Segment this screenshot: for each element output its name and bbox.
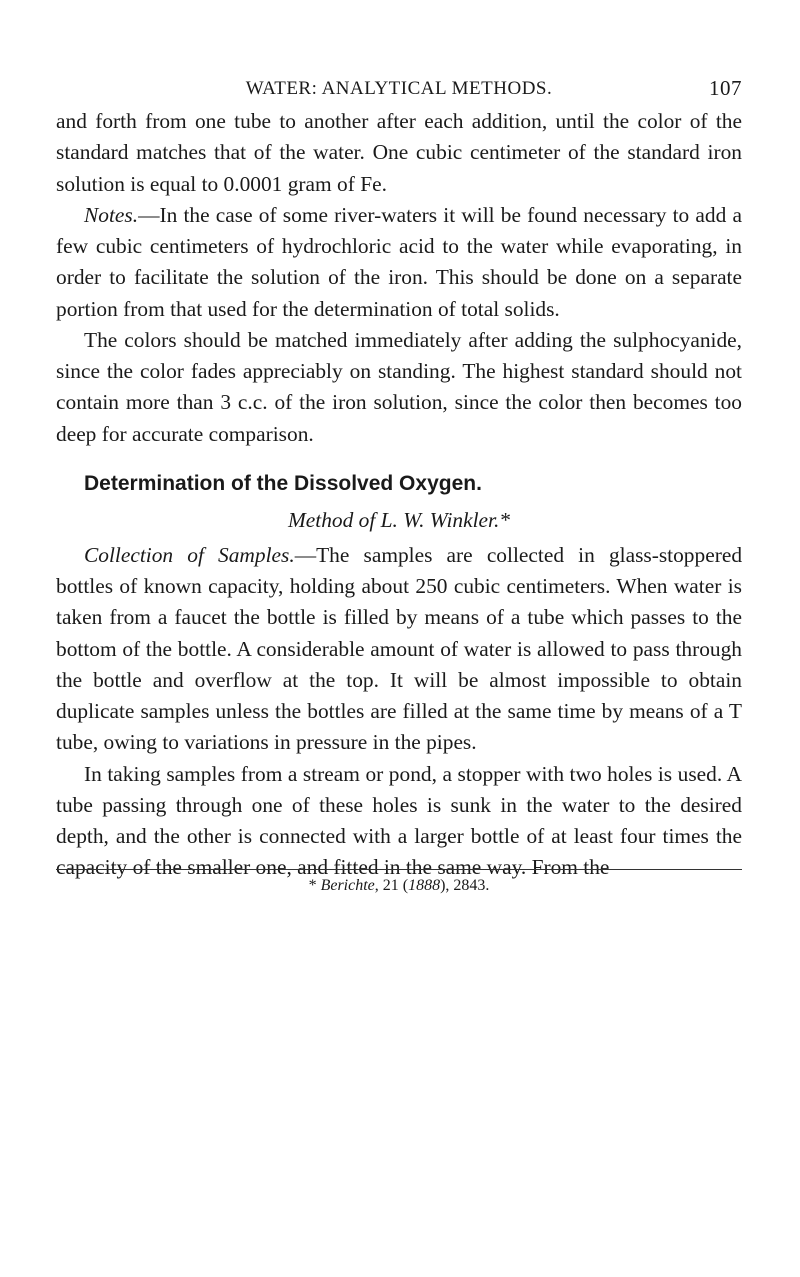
section-heading: Determination of the Dissolved Oxygen. [84, 471, 482, 495]
page-number: 107 [709, 76, 742, 100]
footnote-marker: * [308, 877, 321, 894]
paragraph: The colors should be matched immediately after adding the sulphocyanide, since the color fades appreciably on standing. The highest standard should not contain more than 3 c.c. of the iron solution, since the color then becomes too deep for accurate comparison. [56, 327, 742, 446]
page-body [56, 106, 742, 884]
paragraph-text: —The samples are collected in glass-stoppered bottles of known capacity, holding about 250 cubic centimeters. When water is taken from a faucet the bottle is filled by means of a tube which passes to the bottom of the bottle. A considerable amount of water is allowed to pass through the bottle and overflow at the top. It will be almost impossible to obtain duplicate samples unless the bottles are filled at the same time by means of a T tube, owing to variations in pressure in the pipes. [56, 542, 743, 755]
footnote-rule [56, 869, 742, 870]
paragraph-text: —In the case of some river-waters it will be found necessary to add a few cubic centimeters of hydrochloric acid to the water while evaporating, in order to facilitate the solution of the iron. This should be done on a separate portion from that used for the determination of total solids. [56, 202, 742, 321]
section-subheading: Method of L. W. Winkler.* [287, 507, 511, 532]
footnote-year: 1888 [408, 877, 441, 894]
footnote [56, 877, 742, 895]
paragraph-label: Notes. [84, 202, 139, 227]
paragraph-notes [56, 200, 742, 325]
paragraph-label: Collection of Samples. [84, 542, 295, 567]
footnote-citation: , 21 ( [374, 877, 409, 894]
footnote-end: ), 2843. [440, 877, 490, 894]
paragraph-collection [56, 540, 742, 759]
book-page [56, 72, 743, 894]
paragraph: In taking samples from a stream or pond, a stopper with two holes is used. A tube passing through one of these holes is sunk in the water to the desired depth, and the other is connected with a larger bottle of at least four times the capacity of the smaller one, and fitted in the same way. From the [56, 761, 742, 880]
running-head [56, 72, 742, 106]
running-head-title: WATER: ANALYTICAL METHODS. [245, 78, 553, 99]
paragraph: and forth from one tube to another after each addition, until the color of the standard matches that of the water. One cubic centimeter of the standard iron solution is equal to 0.0001 gram of Fe. [56, 109, 742, 196]
footnote-source: Berichte [320, 877, 375, 894]
